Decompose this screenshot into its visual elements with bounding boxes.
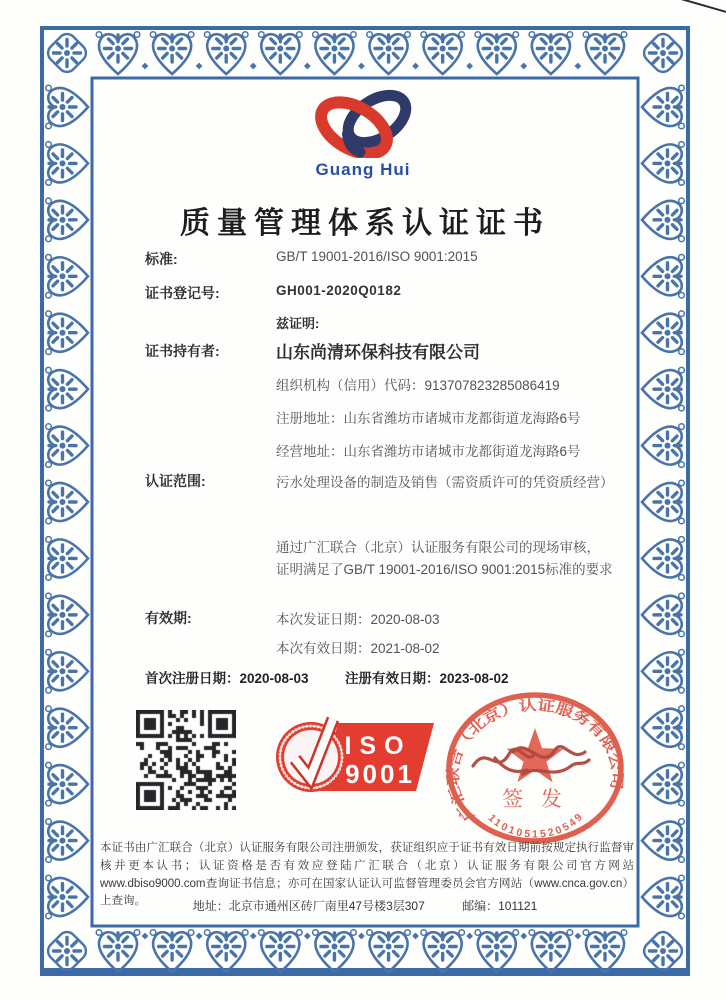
border-diamond-accent [520, 63, 527, 70]
border-ornament [642, 142, 684, 186]
certify-intro: 兹证明: [276, 316, 320, 331]
seal-issue-text: 签 发 [502, 788, 568, 811]
border-ornament [642, 367, 684, 411]
border-ornament [642, 480, 684, 524]
border-diamond-accent [142, 933, 149, 940]
border-ornament [313, 930, 357, 972]
border-ornament [642, 650, 684, 694]
border-ornament [475, 32, 519, 74]
border-ornament [583, 32, 627, 74]
scope-value: 污水处理设备的制造及销售（需资质许可的凭资质经营） [276, 475, 614, 490]
standard-label: 标准: [145, 251, 178, 267]
border-ornament [421, 930, 465, 972]
border-ornament [642, 85, 684, 129]
holder-name: 山东尚清环保科技有限公司 [276, 343, 480, 362]
border-ornament [96, 32, 140, 74]
border-ornament [46, 198, 88, 242]
border-ornament [583, 930, 627, 972]
issuer-postcode: 邮编：101121 [462, 899, 538, 913]
first-registration-date: 首次注册日期：2020-08-03 [145, 671, 309, 686]
border-ornament [367, 32, 411, 74]
border-ornament [46, 367, 88, 411]
border-ornament [642, 762, 684, 806]
border-ornament [642, 706, 684, 750]
business-address: 经营地址：山东省潍坊市诸城市龙都街道龙海路6号 [276, 444, 581, 459]
border-ornament [46, 254, 88, 298]
border-ornament [204, 930, 248, 972]
border-ornament [46, 762, 88, 806]
audit-statement-line1: 通过广汇联合（北京）认证服务有限公司的现场审核， [276, 540, 600, 555]
border-ornament [642, 875, 684, 919]
border-ornament [642, 254, 684, 298]
border-diamond-accent [412, 933, 419, 940]
border-ornament [640, 928, 685, 973]
border-ornament [46, 85, 88, 129]
scope-label: 认证范围: [145, 473, 206, 489]
iso-9001-badge [264, 710, 436, 804]
border-ornament [475, 930, 519, 972]
border-ornament [642, 537, 684, 581]
border-ornament [46, 424, 88, 468]
border-diamond-accent [466, 933, 473, 940]
border-ornament [44, 928, 89, 973]
audit-statement-line2: 证明满足了GB/T 19001-2016/ISO 9001:2015标准的要求 [276, 562, 613, 577]
border-ornament [642, 198, 684, 242]
border-ornament [46, 311, 88, 355]
border-ornament [259, 930, 303, 972]
badge-iso-text: ISO [344, 732, 412, 760]
border-ornament [259, 32, 303, 74]
border-ornament [46, 875, 88, 919]
border-ornament [46, 819, 88, 863]
border-diamond-accent [520, 933, 527, 940]
border-ornament [642, 593, 684, 637]
border-ornament [46, 706, 88, 750]
border-ornament [96, 930, 140, 972]
border-diamond-accent [250, 933, 257, 940]
org-code: 组织机构（信用）代码：913707823285086419 [276, 378, 560, 393]
border-diamond-accent [196, 933, 203, 940]
cert-number-value: GH001-2020Q0182 [276, 283, 402, 298]
border-ornament [642, 311, 684, 355]
issuer-address: 地址：北京市通州区砖厂南里47号楼3层307 [192, 899, 425, 913]
border-diamond-accent [574, 63, 581, 70]
border-diamond-accent [466, 63, 473, 70]
logo-wordmark: Guang Hui [315, 160, 411, 179]
border-diamond-accent [250, 63, 257, 70]
footer-address-row [92, 897, 638, 914]
footer-disclaimer: 本证书由广汇联合（北京）认证服务有限公司注册颁发，获证组织应于证书有效日期前按规定执行监督审核并更本认书；认证资格是否有效应登陆广汇联合（北京）认证服务有限公司官方网站www.dbiso9000.com查询证书信息；亦可在国家认证认可监督管理委员会官方网站（www.cnca.gov.cn）上查询。 [100, 842, 634, 908]
border-ornament [642, 819, 684, 863]
border-ornament [150, 32, 194, 74]
company-seal [435, 676, 635, 860]
border-ornament [640, 30, 685, 75]
issue-date: 本次发证日期：2020-08-03 [276, 612, 440, 627]
border-ornament [150, 930, 194, 972]
standard-value: GB/T 19001-2016/ISO 9001:2015 [276, 249, 478, 264]
holder-label: 证书持有者: [145, 343, 220, 359]
border-ornament [642, 424, 684, 468]
border-diamond-accent [358, 63, 365, 70]
border-ornament [204, 32, 248, 74]
seal-company-name: 广汇联合（北京）认证服务有限公司 [445, 697, 625, 824]
cert-number-label: 证书登记号: [145, 285, 220, 301]
registered-address: 注册地址：山东省潍坊市诸城市龙都街道龙海路6号 [276, 411, 581, 426]
logo [298, 86, 428, 180]
border-diamond-accent [142, 63, 149, 70]
logo-rings-icon [298, 86, 428, 158]
validity-label: 有效期: [145, 610, 192, 626]
border-ornament [529, 930, 573, 972]
border-ornament [46, 537, 88, 581]
expiry-date: 本次有效日期：2021-08-02 [276, 641, 440, 656]
border-ornament [313, 32, 357, 74]
border-diamond-accent [196, 63, 203, 70]
border-ornament [46, 480, 88, 524]
border-ornament [529, 32, 573, 74]
border-ornament [367, 930, 411, 972]
border-ornament [46, 650, 88, 694]
border-diamond-accent [412, 63, 419, 70]
border-diamond-accent [304, 63, 311, 70]
border-diamond-accent [358, 933, 365, 940]
border-ornament [421, 32, 465, 74]
border-ornament [46, 593, 88, 637]
border-diamond-accent [574, 933, 581, 940]
border-ornament [44, 30, 89, 75]
border-diamond-accent [304, 933, 311, 940]
registration-valid-until: 注册有效日期：2023-08-02 [345, 671, 509, 686]
qr-code [136, 710, 236, 810]
badge-9001-text: 9001 [345, 759, 415, 789]
certificate-title: 质量管理体系认证证书 [180, 207, 550, 240]
seal-number: 1101051520549 [485, 809, 587, 841]
border-ornament [46, 142, 88, 186]
